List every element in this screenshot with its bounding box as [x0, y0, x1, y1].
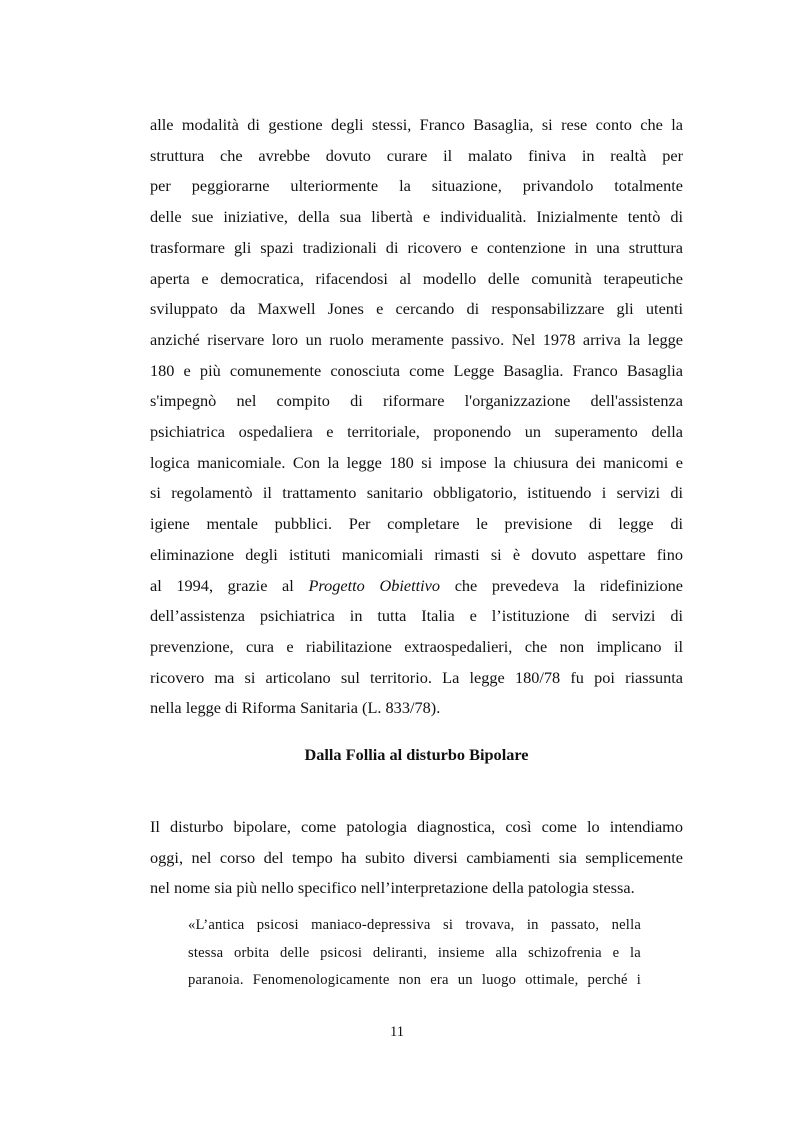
text-line: trasformare gli spazi tradizionali di ricovero e contenzione in una struttura: [150, 237, 683, 257]
italic-title-progetto-obiettivo: Progetto Obiettivo: [308, 575, 441, 595]
quote-line: paranoia. Fenomenologicamente non era un luogo ottimale, perché i: [188, 972, 641, 988]
text-line: struttura che avrebbe dovuto curare il malato finiva in realtà per: [150, 145, 683, 165]
text-line: ricovero ma si articolano sul territorio. La legge 180/78 fu poi riassunta: [150, 667, 683, 687]
text-line: delle sue iniziative, della sua libertà e individualità. Inizialmente tentò di: [150, 207, 683, 227]
text-line: dell’assistenza psichiatrica in tutta Italia e l’istituzione di servizi di: [150, 606, 683, 626]
text-line: igiene mentale pubblici. Per completare le previsione di legge di: [150, 514, 683, 534]
text-line: sviluppato da Maxwell Jones e cercando di responsabilizzare gli utenti: [150, 299, 683, 319]
paragraph-bipolare: [150, 812, 683, 904]
section-heading: Dalla Follia al disturbo Bipolare: [304, 745, 529, 764]
page-number: 11: [389, 1024, 405, 1040]
text-line: oggi, nel corso del tempo ha subito diversi cambiamenti sia semplicemente: [150, 847, 683, 867]
text-line: eliminazione degli istituti manicomiali rimasti si è dovuto aspettare fino: [150, 544, 683, 564]
text-line: aperta e democratica, rifacendosi al modello delle comunità terapeutiche: [150, 268, 683, 288]
quote-line: stessa orbita delle psicosi deliranti, insieme alla schizofrenia e la: [188, 944, 641, 961]
text-line: logica manicomiale. Con la legge 180 si impose la chiusura dei manicomi e: [150, 452, 683, 472]
text-line: anziché riservare loro un ruolo meramente passivo. Nel 1978 arriva la legge: [150, 329, 683, 349]
text-line-with-italic: [150, 571, 683, 602]
text-line: alle modalità di gestione degli stessi, Franco Basaglia, si rese conto che la: [150, 115, 683, 134]
block-quote: [188, 912, 641, 995]
text-line: nel nome sia più nello specifico nell’interpretazione della patologia stessa.: [150, 878, 635, 898]
text-line: si regolamentò il trattamento sanitario obbligatorio, istituendo i servizi di: [150, 483, 683, 503]
text-line: Il disturbo bipolare, come patologia diagnostica, così come lo intendiamo: [150, 817, 683, 836]
text-line: 180 e più comunemente conosciuta come Legge Basaglia. Franco Basaglia: [150, 360, 683, 380]
text-line: per peggiorarne ulteriormente la situazione, privandolo totalmente: [150, 176, 683, 196]
text-line: nella legge di Riforma Sanitaria (L. 833/78).: [150, 698, 441, 718]
text-segment: al 1994, grazie al: [150, 575, 294, 595]
text-line: prevenzione, cura e riabilitazione extraospedalieri, che non implicano il: [150, 636, 683, 656]
text-segment: che prevedeva la ridefinizione: [454, 575, 683, 595]
text-line: s'impegnò nel compito di riformare l'organizzazione dell'assistenza: [150, 391, 683, 411]
quote-line: «L’antica psicosi maniaco-depressiva si trovava, in passato, nella: [188, 917, 641, 933]
text-line: psichiatrica ospedaliera e territoriale, proponendo un superamento della: [150, 422, 683, 442]
paragraph-basaglia: [150, 110, 683, 724]
